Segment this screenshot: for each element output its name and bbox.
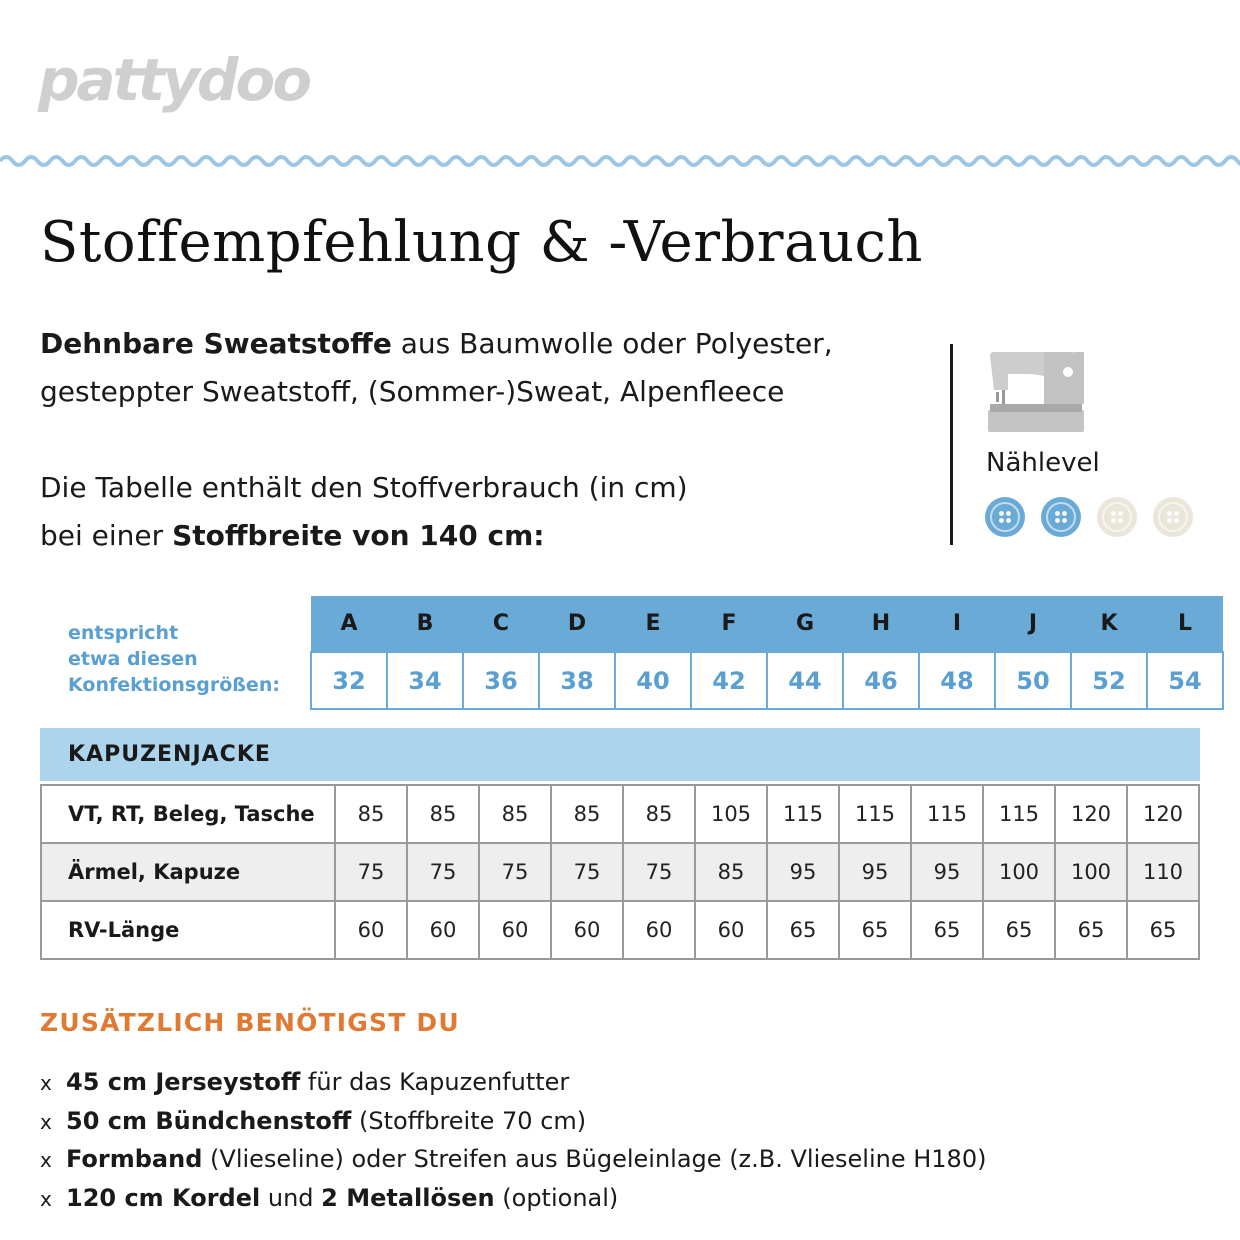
size-letter: F (691, 596, 767, 652)
bullet-x-icon: x (40, 1071, 52, 1095)
size-number: 48 (919, 652, 995, 709)
item-text: (Vlieseline) oder Streifen aus Bügeleinlage (z.B. Vlieseline H180) (202, 1145, 987, 1173)
size-note-line: entspricht (68, 622, 179, 644)
table-cell: 60 (407, 901, 479, 959)
list-item (40, 1103, 986, 1142)
sewing-level-label: Nählevel (986, 448, 1100, 478)
size-number: 46 (843, 652, 919, 709)
sewing-level-indicator (984, 496, 1194, 538)
item-text: (optional) (494, 1183, 619, 1212)
list-item (40, 1180, 986, 1219)
bullet-x-icon: x (40, 1186, 52, 1211)
size-letter: G (767, 596, 843, 652)
size-number: 42 (691, 652, 767, 709)
size-letter: H (843, 596, 919, 652)
item-bold: 45 cm Jerseystoff (66, 1068, 301, 1096)
table-row (41, 843, 1199, 901)
extras-heading: ZUSÄTZLICH BENÖTIGST DU (40, 1008, 460, 1037)
size-number: 52 (1071, 652, 1147, 709)
table-cell: 85 (335, 785, 407, 843)
item-bold: Formband (66, 1145, 203, 1173)
table-cell: 100 (1055, 843, 1127, 901)
extras-list (40, 1064, 986, 1218)
item-bold: 2 Metallösen (321, 1183, 495, 1212)
size-letter: C (463, 596, 539, 652)
size-note-line: Konfektionsgrößen: (68, 674, 280, 696)
table-cell: 60 (335, 901, 407, 959)
section-title: KAPUZENJACKE (68, 742, 271, 767)
size-letter: D (539, 596, 615, 652)
table-cell: 85 (407, 785, 479, 843)
row-label: Ärmel, Kapuze (41, 843, 335, 901)
size-numbers-row (311, 652, 1223, 709)
list-item (40, 1064, 986, 1103)
table-cell: 65 (911, 901, 983, 959)
size-number: 32 (311, 652, 387, 709)
row-label: VT, RT, Beleg, Tasche (41, 785, 335, 843)
table-cell: 120 (1055, 785, 1127, 843)
table-cell: 75 (623, 843, 695, 901)
bullet-x-icon: x (40, 1148, 52, 1172)
table-cell: 100 (983, 843, 1055, 901)
table-cell: 115 (839, 785, 911, 843)
table-cell: 60 (479, 901, 551, 959)
table-cell: 65 (1055, 901, 1127, 959)
table-row (41, 901, 1199, 959)
table-cell: 60 (695, 901, 767, 959)
level-button-inactive-icon (1096, 496, 1138, 538)
table-cell: 95 (911, 843, 983, 901)
row-label: RV-Länge (41, 901, 335, 959)
item-text: (Stoffbreite 70 cm) (351, 1106, 587, 1135)
item-text: und (260, 1183, 322, 1212)
size-letter: B (387, 596, 463, 652)
table-row (41, 785, 1199, 843)
size-letter: E (615, 596, 691, 652)
table-cell: 65 (1127, 901, 1199, 959)
size-number: 50 (995, 652, 1071, 709)
table-cell: 85 (623, 785, 695, 843)
intro-line-3: Die Tabelle enthält den Stoffverbrauch (in cm) (40, 471, 688, 504)
sewing-machine-icon (986, 352, 1086, 434)
item-bold: 120 cm Kordel (66, 1183, 261, 1212)
table-cell: 65 (767, 901, 839, 959)
list-item (40, 1141, 986, 1180)
intro-text (40, 320, 940, 560)
table-cell: 105 (695, 785, 767, 843)
table-cell: 60 (551, 901, 623, 959)
fabric-usage-table (40, 784, 1200, 960)
table-cell: 95 (839, 843, 911, 901)
size-letter: I (919, 596, 995, 652)
size-note-line: etwa diesen (68, 648, 198, 670)
table-cell: 95 (767, 843, 839, 901)
table-cell: 115 (767, 785, 839, 843)
item-bold: 50 cm Bündchenstoff (66, 1106, 352, 1135)
table-cell: 75 (407, 843, 479, 901)
section-header (40, 728, 1200, 781)
size-number: 44 (767, 652, 843, 709)
table-cell: 60 (623, 901, 695, 959)
intro-line-2: gesteppter Sweatstoff, (Sommer-)Sweat, Alpenfleece (40, 375, 785, 408)
item-text: für das Kapuzenfutter (300, 1068, 570, 1096)
size-letter: K (1071, 596, 1147, 652)
pattydoo-logo: pattydoo (38, 46, 310, 114)
table-cell: 85 (695, 843, 767, 901)
size-number: 38 (539, 652, 615, 709)
table-cell: 115 (983, 785, 1055, 843)
table-cell: 75 (551, 843, 623, 901)
size-number: 36 (463, 652, 539, 709)
intro-line-4: bei einer Stoffbreite von 140 cm: (40, 519, 545, 552)
wave-divider (0, 146, 1240, 176)
table-cell: 115 (911, 785, 983, 843)
size-letter: A (311, 596, 387, 652)
size-number: 34 (387, 652, 463, 709)
size-number: 54 (1147, 652, 1223, 709)
table-cell: 110 (1127, 843, 1199, 901)
size-letter: J (995, 596, 1071, 652)
vertical-divider (950, 344, 953, 545)
size-letter: L (1147, 596, 1223, 652)
size-table (310, 596, 1224, 710)
table-cell: 85 (479, 785, 551, 843)
level-button-inactive-icon (1152, 496, 1194, 538)
size-letters-row (311, 596, 1223, 652)
table-cell: 65 (983, 901, 1055, 959)
page-title: Stoffempfehlung & -Verbrauch (40, 210, 923, 275)
table-cell: 75 (335, 843, 407, 901)
bullet-x-icon: x (40, 1109, 52, 1134)
table-cell: 120 (1127, 785, 1199, 843)
table-cell: 65 (839, 901, 911, 959)
table-cell: 75 (479, 843, 551, 901)
table-cell: 85 (551, 785, 623, 843)
level-button-active-icon (1040, 496, 1082, 538)
level-button-active-icon (984, 496, 1026, 538)
size-number: 40 (615, 652, 691, 709)
size-note (68, 620, 308, 698)
intro-line-1: Dehnbare Sweatstoffe aus Baumwolle oder Polyester, (40, 327, 833, 360)
